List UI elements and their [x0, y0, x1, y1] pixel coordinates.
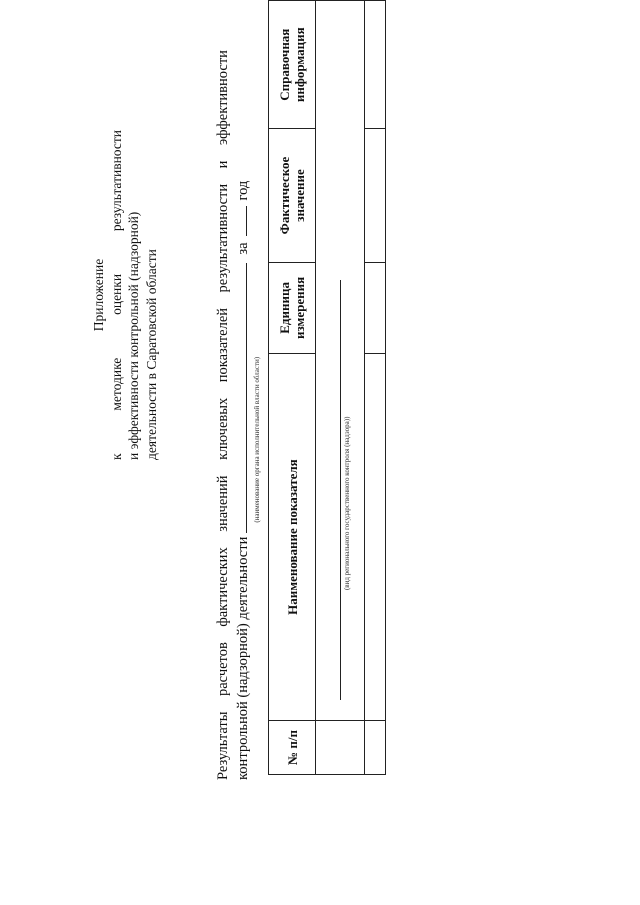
header-number: № п/п: [269, 721, 316, 775]
year-blank: [232, 206, 247, 236]
heading-line-2: контрольной (надзорной) деятельности (наименование органа исполнительной власти области) за год: [232, 50, 252, 780]
table-header-row: [269, 1, 316, 775]
appendix-line-3: деятельности в Саратовской области: [143, 249, 159, 460]
control-type-row: [316, 1, 365, 721]
table-row: [365, 1, 386, 775]
appendix-line-1: к методике оценки результативности: [108, 130, 124, 460]
control-type-caption: (вид регионального государственного контроля (надзора)): [343, 416, 351, 591]
header-reference-info: Справочная информация: [269, 1, 316, 129]
header-unit: Единица измерения: [269, 262, 316, 354]
header-actual-value: Фактическое значение: [269, 129, 316, 262]
authority-blank: [232, 263, 261, 533]
heading-line-1: Результаты расчетов фактических значений ключевых показателей результативности и эффективности: [215, 50, 231, 780]
header-indicator-name: Наименование показателя: [269, 354, 316, 721]
indicators-table: [268, 0, 386, 775]
appendix-title: Приложение: [91, 258, 106, 332]
authority-caption: (наименование органа исполнительной власти области): [253, 356, 261, 523]
appendix-line-2: и эффективности контрольной (надзорной): [126, 211, 141, 460]
appendix-block: [90, 130, 160, 460]
table-row: [316, 1, 365, 775]
document-heading: [214, 50, 261, 780]
